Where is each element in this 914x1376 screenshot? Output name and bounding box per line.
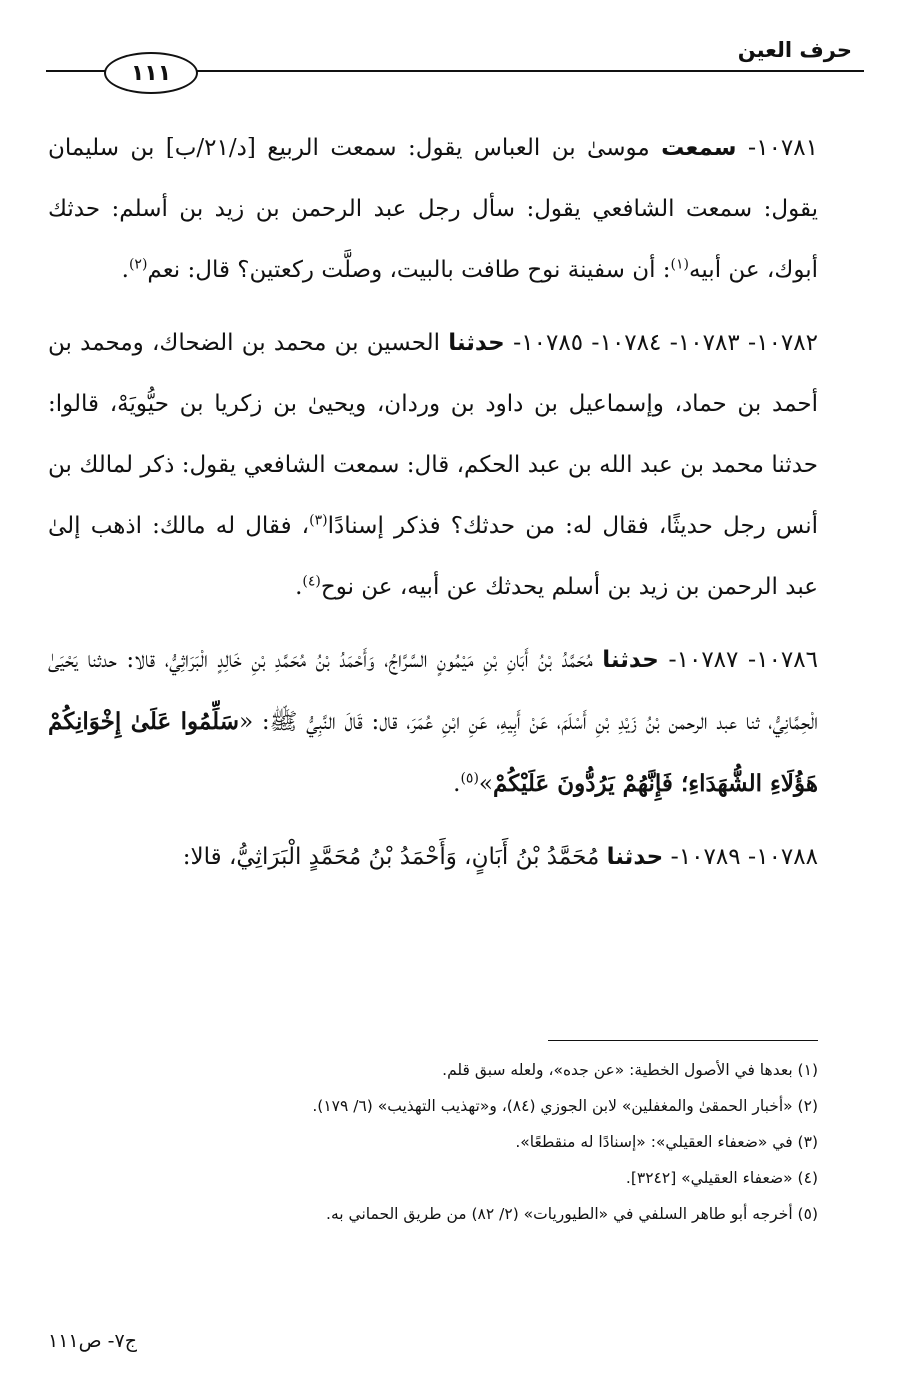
- entry-10788: [48, 827, 818, 888]
- entry-text: مُحَمَّدُ بْنُ أَبَانٍ، وَأَحْمَدُ بْنُ مُحَمَّدٍ الْبَرَاثِيُّ، قالا:: [182, 844, 607, 870]
- entry-10782: [48, 313, 818, 618]
- footnote-rule: [548, 1040, 818, 1041]
- footnote-item: (٥) أخرجه أبو طاهر السلفي في «الطيوريات» (٢/ ٨٢) من طريق الحماني به.: [326, 1205, 818, 1223]
- entry-number: ١٠٧٨١-: [747, 135, 818, 161]
- entry-number: ١٠٧٨٢- ١٠٧٨٣- ١٠٧٨٤- ١٠٧٨٥-: [512, 330, 818, 356]
- main-text: [48, 118, 818, 900]
- footnote-ref[interactable]: (٣): [309, 512, 328, 529]
- footnote-item: (١) بعدها في الأصول الخطية: «عن جده»، ولعله سبق قلم.: [442, 1061, 818, 1079]
- footnote-ref[interactable]: (٤): [302, 573, 321, 590]
- entry-text: : أن سفينة نوح طافت بالبيت، وصلَّت ركعتين؟ قال: نعم: [147, 257, 671, 283]
- running-head: حرف العين: [737, 38, 852, 62]
- entry-text: .: [295, 574, 303, 600]
- entry-10781: [48, 118, 818, 301]
- entry-text: .: [453, 771, 461, 797]
- footnote-item: (٢) «أخبار الحمقىٰ والمغفلين» لابن الجوزي (٨٤)، و«تهذيب التهذيب» (٦/ ١٧٩).: [312, 1097, 818, 1115]
- entry-number: ١٠٧٨٨- ١٠٧٨٩-: [670, 844, 818, 870]
- footnote-ref[interactable]: (٥): [460, 770, 479, 787]
- footnotes: [48, 1052, 818, 1232]
- entry-text: مُحَمَّدُ بْنُ أَبَانِ بْنِ مَيْمُونٍ السَّرَّاجُ، وَأَحْمَدُ بْنُ مُحَمَّدِ بْنِ خَالِدٍ الْبَرَاثِيُّ، قالا: حدثنا يَحْيَىٰ الْحِمَّانِيُّ، ثنا عبد الرحمن بْنُ زَيْدِ بْنِ أَسْلَمَ، عَنْ أَبِيهِ، عَنِ ابْنِ عُمَرَ، قال: قَالَ النَّبِيُّ ﷺ: «: [48, 647, 818, 735]
- footnote-ref[interactable]: (٢): [128, 256, 148, 273]
- footnote-item: (٣) في «ضعفاء العقيلي»: «إسنادًا له منقطعًا».: [515, 1133, 818, 1151]
- page-number: ١١١: [104, 52, 198, 94]
- entry-keyword: حدثنا: [606, 844, 664, 870]
- entry-text: ، فقال له مالك: اذهب إلىٰ عبد الرحمن بن زيد بن أسلم يحدثك عن أبيه، عن نوح: [48, 513, 818, 600]
- entry-keyword: سمعت: [661, 135, 737, 161]
- entry-keyword: حدثنا: [602, 647, 659, 673]
- entry-text: »: [478, 771, 493, 797]
- entry-keyword: حدثنا: [448, 330, 505, 356]
- entry-text: الحسين بن محمد بن الضحاك، ومحمد بن أحمد بن حماد، وإسماعيل بن داود بن وردان، ويحيىٰ بن زكريا بن حيُّويَهْ، قالوا: حدثنا محمد بن عبد الله بن عبد الحكم، قال: سمعت الشافعي يقول: ذكر لمالك بن أنس رجل حديثًا، فقال له: من حدثك؟ فذكر إسنادًا: [48, 330, 818, 539]
- hadith-text: سَلِّمُوا عَلَىٰ إِخْوَانِكُمْ هَؤُلَاءِ الشُّهَدَاءِ؛ فَإِنَّهُمْ يَرُدُّونَ عَلَيْكُمْ: [48, 708, 818, 797]
- entry-10786: [48, 630, 818, 815]
- entry-text: موسىٰ بن العباس يقول: سمعت الربيع [د/٢١/ب] بن سليمان يقول: سمعت الشافعي يقول: سأل رجل عبد الرحمن بن زيد بن أسلم: حدثك أبوك، عن أبيه: [48, 135, 818, 283]
- entry-text: .: [121, 257, 129, 283]
- footnote-ref[interactable]: (١): [670, 256, 690, 273]
- entry-number: ١٠٧٨٦- ١٠٧٨٧-: [668, 647, 818, 673]
- footnote-item: (٤) «ضعفاء العقيلي» [٣٢٤٢].: [625, 1169, 818, 1187]
- volume-page-ref: ج٧- ص١١١: [48, 1330, 137, 1352]
